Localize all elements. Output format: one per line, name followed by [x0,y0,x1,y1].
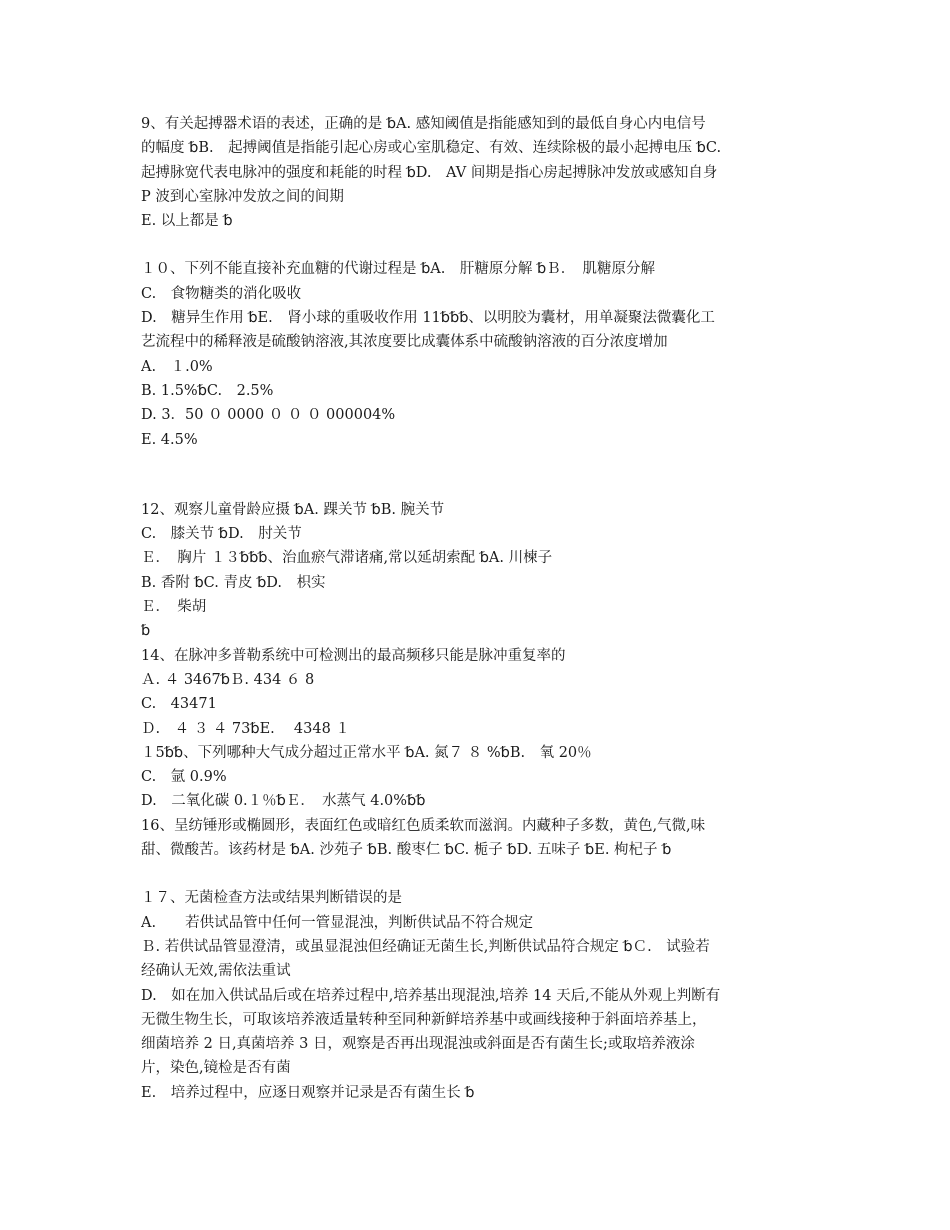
text-line: 14、在脉冲多普勒系统中可检测出的最高频移只能是脉冲重复率的 [141,647,566,664]
text-line: 片，染色,镜检是否有菌 [141,1060,291,1077]
text-line: 无微生物生长，可取该培养液适量转种至同种新鲜培养基中或画线接种于斜面培养基上， [141,1011,707,1028]
paragraph-gap [141,452,821,498]
question-17 [141,886,821,1105]
text-line: 经确认无效,需依法重试 [141,963,291,980]
text-line: 9、有关起搏器术语的表述，正确的是 ␢A. 感知阈值是指能感知到的最低自身心内电信号 [141,116,706,132]
text-line: Ｅ． 柴胡 [141,599,207,616]
document-body [141,112,821,1105]
text-line: 12、观察儿童骨龄应摄 ␢A. 踝关节 ␢B. 腕关节 [141,501,445,518]
text-line: A. １.0% [141,358,213,375]
text-line: E. 培养过程中，应逐日观察并记录是否有菌生长 ␢ [141,1084,475,1101]
text-line: C. 氩 0.9% [141,769,227,786]
text-line: 16、呈纺锤形或椭圆形，表面红色或暗红色质柔软而滋润。内藏种子多数，黄色,气微,味 [141,817,706,834]
text-line: 起搏脉宽代表电脉冲的强度和耗能的时程 ␢D. AV 间期是指心房起搏脉冲发放或感知自身 [141,164,718,181]
text-line: １5␢␢、下列哪种大气成分超过正常水平 ␢A. 氮７ ８ %␢B. 氧 20％ [141,744,592,761]
text-line: B. 1.5%␢C. 2.5% [141,382,274,399]
text-line: E. 以上都是 ␢ [141,213,233,230]
text-line: P 波到心室脉冲发放之间的间期 [141,188,344,205]
text-line: 艺流程中的稀释液是硫酸钠溶液,其浓度要比成囊体系中硫酸钠溶液的百分浓度增加 [141,334,668,351]
text-line: D. 二氧化碳 0.１％␢Ｅ． 水蒸气 4.0%␢␢ [141,793,426,810]
text-line: A. 若供试品管中任何一管显混浊，判断供试品不符合规定 [141,914,534,931]
text-line: ␢ [141,623,151,640]
text-line: 的幅度 ␢B. 起搏阈值是指能引起心房或心室肌稳定、有效、连续除极的最小起搏电压 ␢C. [141,140,722,157]
text-line: １７、无菌检查方法或结果判断错误的是 [141,890,402,907]
question-12-15 [141,498,821,862]
question-9 [141,112,821,233]
text-line: D. 3．50 ０ 0000 ０ ０ ０ 000004% [141,407,396,424]
text-line: Ｂ. 若供试品管显澄清，或虽显混浊但经确证无菌生长,判断供试品符合规定 ␢Ｃ. 试验若 [141,938,710,955]
text-line: Ｄ. ４ ３ ４ 73␢E. 4348 １ [141,720,350,737]
text-line: C. 43471 [141,696,217,713]
text-line: E. 4.5% [141,431,198,448]
text-line: C. 食物糖类的消化吸收 [141,285,302,302]
text-line: D. 如在加入供试品后或在培养过程中,培养基出现混浊,培养 14 天后,不能从外观上判断有 [141,987,721,1004]
text-line: B. 香附 ␢C. 青皮 ␢D. 枳实 [141,574,326,591]
paragraph-gap [141,233,821,257]
paragraph-gap [141,862,821,886]
text-line: C. 膝关节 ␢D. 肘关节 [141,526,302,543]
text-line: Ａ. ４ 3467␢Ｂ. 434 ６ 8 [141,671,315,688]
text-line: 甜、微酸苦。该药材是 ␢A. 沙苑子 ␢B. 酸枣仁 ␢C. 栀子 ␢D. 五味子 ␢E. 枸杞子 ␢ [141,842,672,859]
text-line: １０、下列不能直接补充血糖的代谢过程是 ␢A. 肝糖原分解 ␢Ｂ． 肌糖原分解 [141,261,655,278]
text-line: 细菌培养 2 日,真菌培养 3 日，观察是否再出现混浊或斜面是否有菌生长;或取培养液涂 [141,1036,695,1053]
question-10-11 [141,257,821,451]
text-line: Ｅ． 胸片 １３␢␢␢、治血瘀气滞诸痛,常以延胡索配 ␢A. 川楝子 [141,550,553,567]
text-line: D. 糖异生作用 ␢E. 肾小球的重吸收作用 11␢␢␢、以明胶为囊材，用单凝聚法微囊化工 [141,310,715,327]
